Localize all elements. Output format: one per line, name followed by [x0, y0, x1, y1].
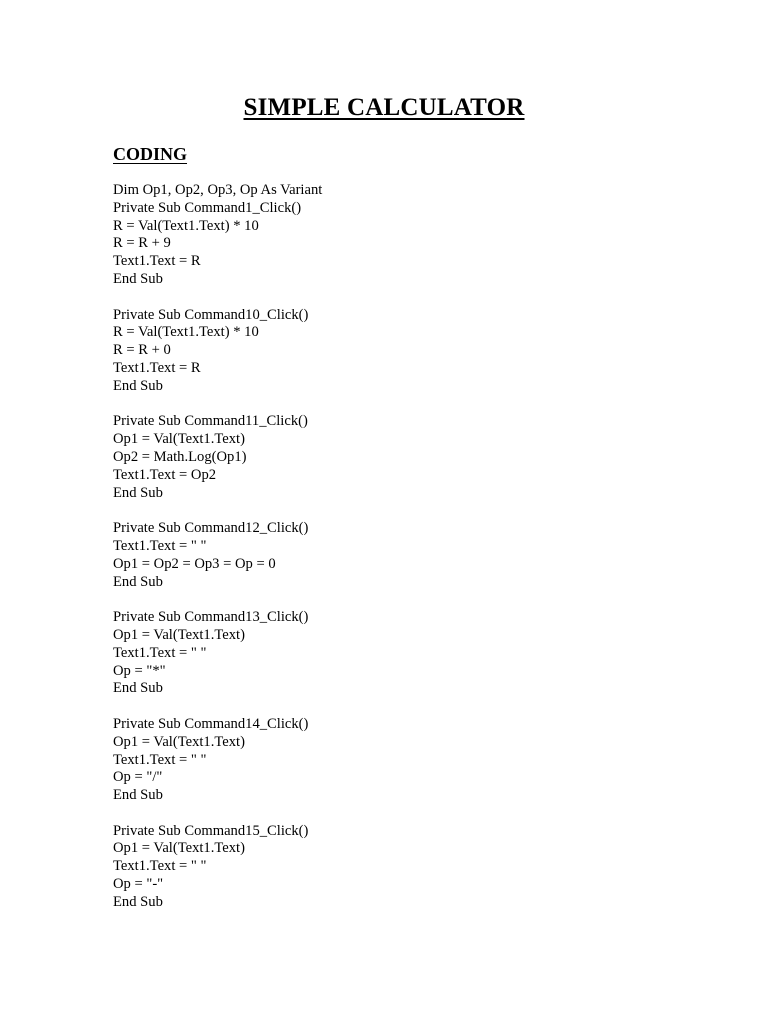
code-line: R = R + 9 [113, 235, 171, 252]
code-line: Op2 = Math.Log(Op1) [113, 448, 247, 465]
code-line: Op1 = Val(Text1.Text) [113, 840, 245, 857]
code-line: Dim Op1, Op2, Op3, Op As Variant [113, 182, 323, 198]
code-line: Text1.Text = Op2 [113, 466, 217, 483]
code-line: End Sub [113, 377, 163, 394]
blank-line [113, 396, 733, 414]
code-line: Op1 = Op2 = Op3 = Op = 0 [113, 555, 276, 572]
blank-line [113, 289, 733, 307]
code-line: Private Sub Command14_Click() [113, 715, 309, 732]
code-line: End Sub [113, 787, 163, 804]
code-line: Op = "*" [113, 662, 166, 679]
code-line: Op1 = Val(Text1.Text) [113, 733, 245, 750]
blank-line [113, 805, 733, 823]
code-line: Op1 = Val(Text1.Text) [113, 626, 245, 643]
page-title: SIMPLE CALCULATOR [243, 94, 525, 121]
blank-line [113, 698, 733, 716]
section-heading: CODING [113, 144, 188, 164]
code-line: Private Sub Command11_Click() [113, 413, 308, 430]
code-line: Private Sub Command15_Click() [113, 822, 309, 839]
blank-line [113, 502, 733, 520]
code-line: Text1.Text = R [113, 253, 201, 270]
code-line: End Sub [113, 270, 163, 287]
code-block [113, 182, 733, 912]
code-line: R = Val(Text1.Text) * 10 [113, 324, 259, 341]
code-line: Op = "-" [113, 876, 164, 893]
code-line: Text1.Text = " " [113, 644, 207, 661]
code-line: Private Sub Command10_Click() [113, 306, 309, 323]
code-line: Private Sub Command1_Click() [113, 199, 302, 216]
code-line: Text1.Text = " " [113, 537, 207, 554]
code-line: Op1 = Val(Text1.Text) [113, 431, 245, 448]
code-line: End Sub [113, 484, 163, 501]
code-line: Text1.Text = " " [113, 858, 207, 875]
code-line: Private Sub Command13_Click() [113, 609, 309, 626]
code-line: End Sub [113, 680, 163, 697]
code-line: Op = "/" [113, 769, 163, 786]
code-line: End Sub [113, 573, 163, 590]
code-line: R = R + 0 [113, 342, 171, 359]
code-line: End Sub [113, 893, 163, 910]
code-line: Text1.Text = R [113, 359, 201, 376]
code-line: Text1.Text = " " [113, 751, 207, 768]
code-line: Private Sub Command12_Click() [113, 520, 309, 537]
blank-line [113, 591, 733, 609]
code-line: R = Val(Text1.Text) * 10 [113, 217, 259, 234]
